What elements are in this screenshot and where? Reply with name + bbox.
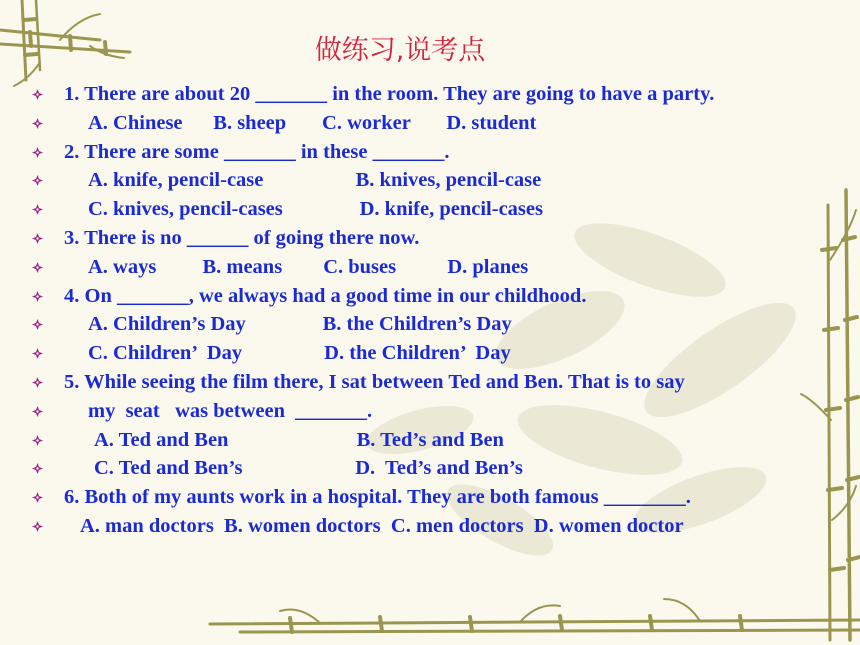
exercise-line bbox=[32, 512, 832, 541]
exercise-line bbox=[32, 483, 832, 512]
diamond-bullet-icon bbox=[32, 262, 43, 273]
diamond-bullet-icon bbox=[32, 233, 43, 244]
exercise-line-text: A. ways B. means C. buses D. planes bbox=[88, 255, 529, 278]
diamond-bullet-icon bbox=[32, 89, 43, 100]
exercise-list bbox=[32, 80, 832, 541]
diamond-bullet-icon bbox=[32, 348, 43, 359]
exercise-line-text: 2. There are some _______ in these _______. bbox=[64, 140, 450, 163]
exercise-line-text: my seat was between _______. bbox=[88, 399, 373, 422]
exercise-line bbox=[32, 253, 832, 282]
exercise-line bbox=[32, 224, 832, 253]
exercise-line-text: A. Ted and Ben B. Ted’s and Ben bbox=[94, 428, 504, 451]
exercise-line-text: 3. There is no ______ of going there now. bbox=[64, 226, 420, 249]
exercise-line-text: A. man doctors B. women doctors C. men doctors D. women doctor bbox=[80, 514, 684, 537]
exercise-line-text: C. knives, pencil-cases D. knife, pencil-cases bbox=[88, 198, 543, 221]
exercise-line bbox=[32, 166, 832, 195]
diamond-bullet-icon bbox=[32, 319, 43, 330]
exercise-line bbox=[32, 454, 832, 483]
diamond-bullet-icon bbox=[32, 492, 43, 503]
diamond-bullet-icon bbox=[32, 118, 43, 129]
exercise-line bbox=[32, 397, 832, 426]
diamond-bullet-icon bbox=[32, 377, 43, 388]
exercise-line bbox=[32, 339, 832, 368]
exercise-line-text: 4. On _______, we always had a good time in our childhood. bbox=[64, 284, 587, 307]
exercise-line bbox=[32, 310, 832, 339]
slide-title: 做练习,说考点 bbox=[314, 35, 486, 66]
exercise-line bbox=[32, 138, 832, 167]
exercise-line-text: C. Children’ Day D. the Children’ Day bbox=[88, 342, 511, 365]
exercise-line-text: A. knife, pencil-case B. knives, pencil-case bbox=[88, 169, 542, 192]
diamond-bullet-icon bbox=[32, 463, 43, 474]
exercise-line bbox=[32, 80, 832, 109]
diamond-bullet-icon bbox=[32, 175, 43, 186]
exercise-line bbox=[32, 426, 832, 455]
diamond-bullet-icon bbox=[32, 406, 43, 417]
exercise-line-text: A. Chinese B. sheep C. worker D. student bbox=[88, 111, 537, 134]
exercise-line-text: 5. While seeing the film there, I sat between Ted and Ben. That is to say bbox=[64, 370, 685, 393]
exercise-line bbox=[32, 282, 832, 311]
diamond-bullet-icon bbox=[32, 147, 43, 158]
exercise-line bbox=[32, 109, 832, 138]
exercise-line-text: 1. There are about 20 _______ in the room. They are going to have a party. bbox=[64, 83, 715, 105]
exercise-line-text: C. Ted and Ben’s D. Ted’s and Ben’s bbox=[94, 457, 523, 480]
diamond-bullet-icon bbox=[32, 521, 43, 532]
exercise-line-text: A. Children’s Day B. the Children’s Day bbox=[88, 313, 512, 336]
diamond-bullet-icon bbox=[32, 435, 43, 446]
exercise-line-text: 6. Both of my aunts work in a hospital. They are both famous ________. bbox=[64, 486, 691, 509]
diamond-bullet-icon bbox=[32, 291, 43, 302]
exercise-line bbox=[32, 368, 832, 397]
exercise-line bbox=[32, 195, 832, 224]
diamond-bullet-icon bbox=[32, 204, 43, 215]
